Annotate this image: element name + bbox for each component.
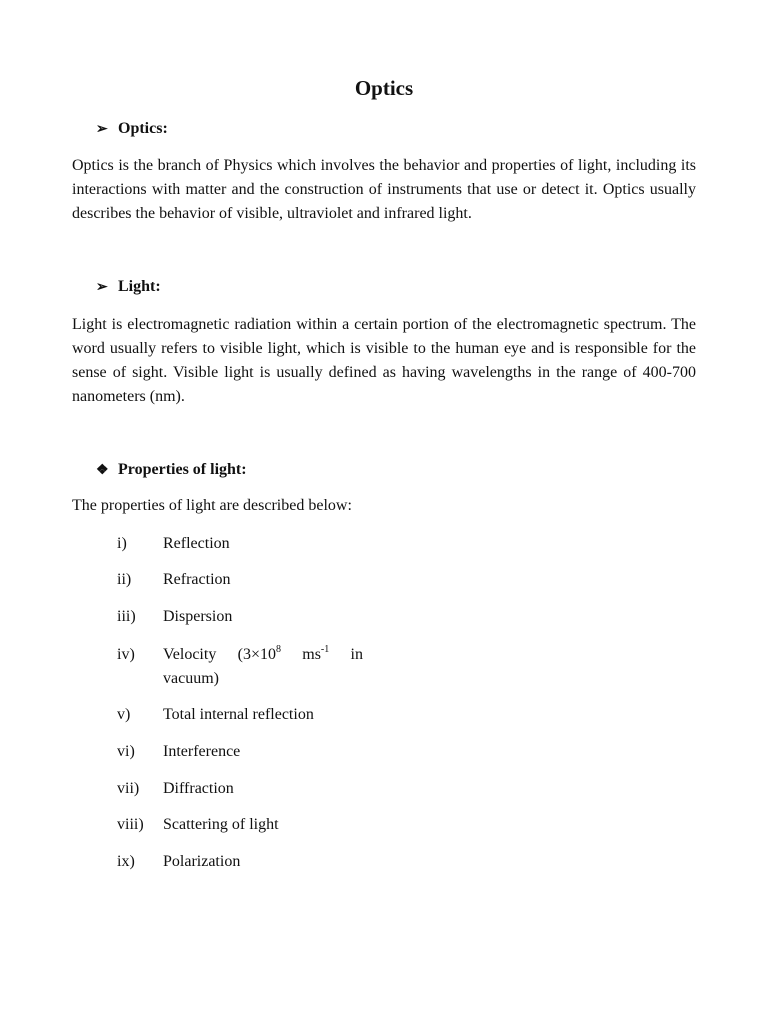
list-text: Reflection: [163, 535, 230, 552]
page-title: Optics: [354, 76, 414, 100]
list-number: ii): [117, 571, 132, 588]
list-text-velocity: [163, 643, 363, 691]
light-paragraph: Light is electromagnetic radiation within a certain portion of the electromagnetic spectrum. The word usually refers to visible light, which is visible to the human eye and is responsible for the sense of sight. Visible light is usually defined as having wavelengths in the range of 400-700 nanometers (nm).: [72, 316, 696, 405]
properties-intro: The properties of light are described below:: [72, 497, 352, 514]
diamond-bullet-icon: ❖: [96, 463, 109, 478]
velocity-in: in: [350, 646, 363, 663]
list-text: Refraction: [163, 571, 231, 588]
unit-exponent: -1: [320, 644, 330, 655]
velocity-exponent: 8: [275, 644, 281, 655]
velocity-mantissa: (3×10: [237, 646, 276, 663]
list-text: Scattering of light: [163, 816, 279, 833]
section-heading-optics: [96, 118, 168, 141]
section-heading-label: Light:: [118, 278, 161, 295]
list-number: v): [117, 706, 131, 723]
list-text: Diffraction: [163, 780, 234, 797]
velocity-word: Velocity: [163, 646, 217, 663]
list-number: vii): [117, 780, 140, 797]
optics-paragraph: Optics is the branch of Physics which involves the behavior and properties of light, including its interactions with matter and the construction of instruments that use or detect it. Optics usually describes the behavior of visible, ultraviolet and infrared light.: [72, 157, 696, 222]
list-text: Polarization: [163, 853, 241, 870]
list-number: iii): [117, 608, 136, 625]
velocity-line: [163, 643, 363, 667]
list-text: Total internal reflection: [163, 706, 314, 723]
list-text: Dispersion: [163, 608, 233, 625]
velocity-unit: [302, 643, 329, 667]
list-text: Interference: [163, 743, 241, 760]
list-number: iv): [117, 646, 135, 663]
list-number: vi): [117, 743, 135, 760]
section-heading-light: [96, 276, 161, 299]
section-heading-properties: [96, 459, 247, 482]
list-number: ix): [117, 853, 135, 870]
list-number: viii): [117, 816, 144, 833]
arrow-bullet-icon: ➢: [96, 280, 108, 295]
section-heading-label: Properties of light:: [118, 461, 247, 478]
velocity-value: [238, 643, 281, 667]
velocity-medium: vacuum): [163, 670, 219, 687]
section-heading-label: Optics:: [118, 120, 168, 137]
unit-base: ms: [302, 646, 321, 663]
list-number: i): [117, 535, 127, 552]
arrow-bullet-icon: ➢: [96, 122, 108, 137]
